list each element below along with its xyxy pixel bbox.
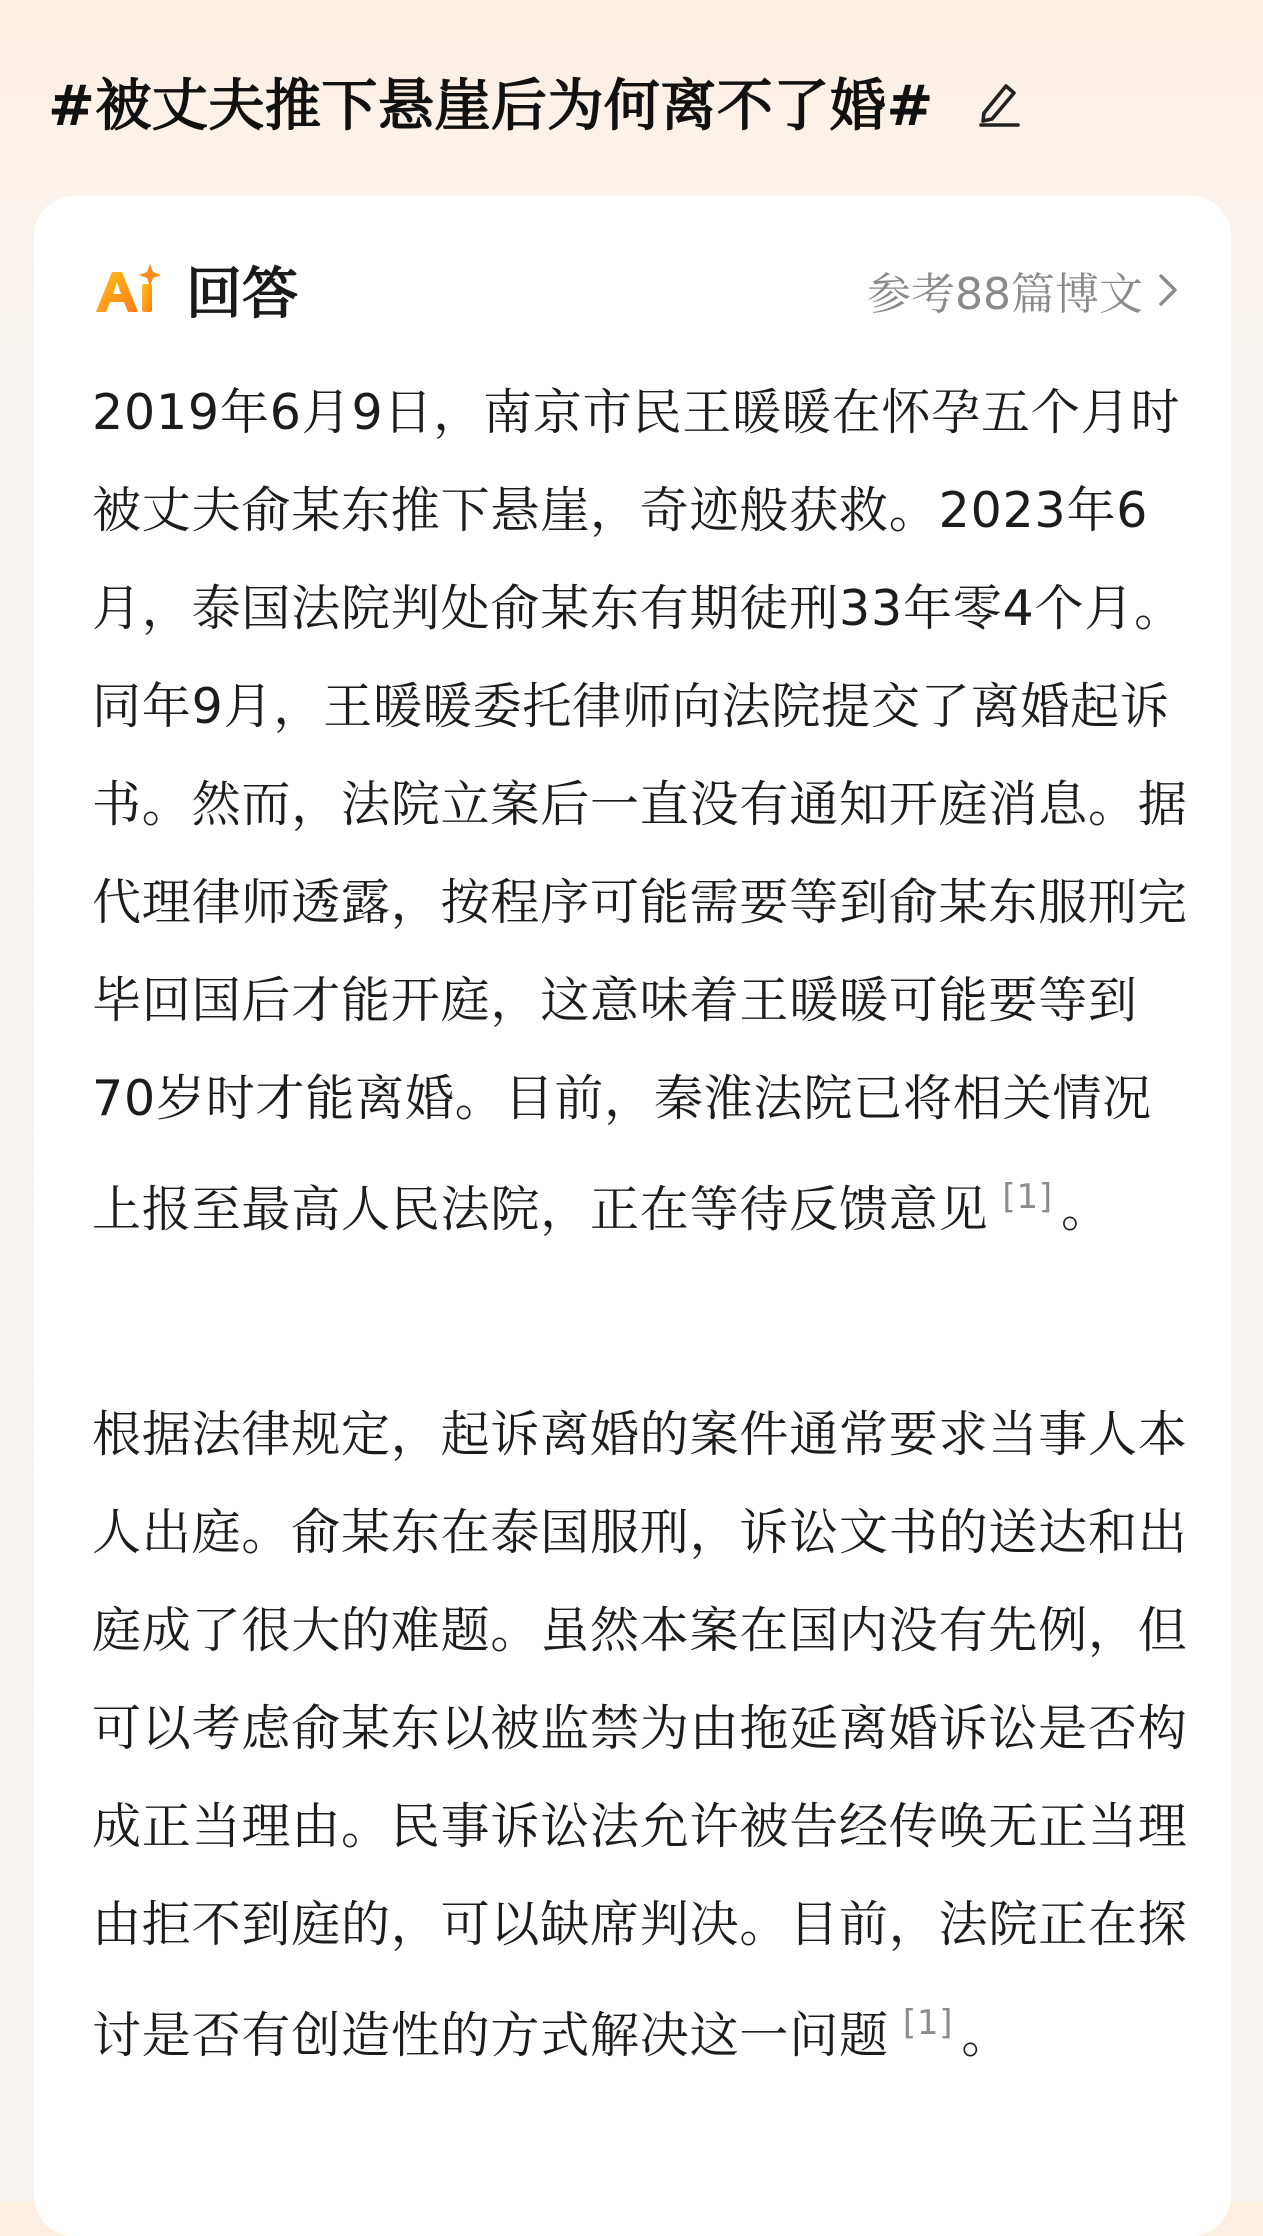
answer-paragraph-2 [92, 1386, 1192, 2085]
paragraph-text: 根据法律规定，起诉离婚的案件通常要求当事人本人出庭。俞某东在泰国服刑，诉讼文书的送达和出庭成了很大的难题。虽然本案在国内没有先例，但可以考虑俞某东以被监禁为由拖延离婚诉讼是否构成正当理由。民事诉讼法允许被告经传唤无正当理由拒不到庭的，可以缺席判决。目前，法院正在探讨是否有创造性的方式解决这一问题 [92, 1406, 1188, 2064]
edit-button[interactable] [970, 73, 1028, 131]
ai-logo-icon [92, 260, 164, 320]
chevron-right-icon [1157, 272, 1179, 308]
topic-header [48, 62, 1223, 142]
card-header [92, 254, 1179, 326]
citation-link[interactable]: [1] [902, 2003, 954, 2043]
reference-articles-label: 参考88篇博文 [867, 269, 1143, 320]
answer-label: 回答 [186, 250, 298, 330]
paragraph-text: 2019年6月9日，南京市民王暖暖在怀孕五个月时被丈夫俞某东推下悬崖，奇迹般获救。2023年6月，泰国法院判处俞某东有期徒刑33年零4个月。同年9月，王暖暖委托律师向法院提交了离婚起诉书。然而，法院立案后一直没有通知开庭消息。据代理律师透露，按程序可能需要等到俞某东服刑完毕回国后才能开庭，这意味着王暖暖可能要等到70岁时才能离婚。目前，秦淮法院已将相关情况上报至最高人民法院，正在等待反馈意见 [92, 384, 1188, 1238]
paragraph-end: 。 [1060, 1181, 1111, 1238]
paragraph-end: 。 [961, 2007, 1012, 2064]
reference-articles-link[interactable] [867, 258, 1179, 322]
citation-link[interactable]: [1] [1002, 1177, 1053, 1217]
answer-paragraph-1 [92, 364, 1192, 1259]
ai-answer-card [34, 196, 1231, 2236]
pencil-edit-icon [974, 77, 1024, 127]
topic-title: #被丈夫推下悬崖后为何离不了婚# [48, 74, 934, 139]
